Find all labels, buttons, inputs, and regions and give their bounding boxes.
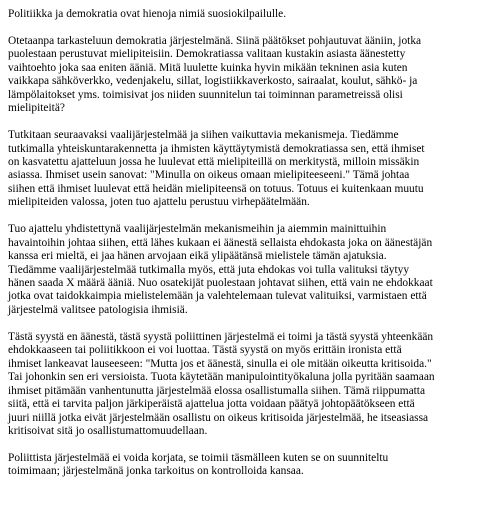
document-body [8, 8, 494, 492]
paragraph-4: Tuo ajattelu yhdistettynä vaalijärjestelmän mekanismeihin ja aiemmin mainittuihin havaintoihin johtaa siihen, että lähes kukaan ei äänestä sellaista ehdokasta joka on äänestäjän kanssa eri mieltä, ei jaa hänen arvojaan eikä ylipäätänsä mielistele tämän ajatuksia. Tiedämme vaalijärjestelmää tutkimalla myös, että juta ehdokas voi tulla valituksi täytyy hänen saada X määrä ääniä. Nuo osatekijät puolestaan johtavat siihen, että vain ne ehdokkaat jotka ovat taidokkaimpia mielistelemään ja valehtelemaan tulevat valituiksi, varmistaen että järjestelmä valitsee patologisia ihmisiä. [8, 223, 433, 316]
paragraph-5: Tästä syystä en äänestä, tästä syystä poliittinen järjestelmä ei toimi ja tästä syystä yhteenkään ehdokkaaseen tai poliitikkoon ei voi luottaa. Tästä syystä on myös erittäin ironista että ihmiset lankeavat lauseeseen: "Mutta jos et äänestä, sinulla ei ole mitään oikeutta kritisoida." Tai johonkin sen eri versioista. Tuota käytetään manipulointityökaluna jolla pyritään saamaan ihmiset pitämään vanhentunutta järjestelmää elossa osallistumalla siihen. Tämä riippumatta siitä, että ei tarvita paljon järkiperäistä ajattelua jotta voidaan päätyä johtopäätökseen että juuri niillä jotka eivät järjestelmään osallistu on oikeus kritisoida järjestelmää, he itseasiassa kritisoivat sitä jo osallistumattomuudellaan. [8, 330, 435, 437]
paragraph-6: Poliittista järjestelmää ei voida korjata, se toimii täsmälleen kuten se on suunniteltu toimimaan; järjestelmänä jonka tarkoitus on kontrolloida kansaa. [8, 451, 389, 478]
paragraph-1: Politiikka ja demokratia ovat hienoja nimiä suosiokilpailulle. [8, 8, 287, 20]
paragraph-2: Otetaanpa tarkasteluun demokratia järjestelmänä. Siinä päätökset pohjautuvat ääniin, jotka puolestaan perustuvat mielipiteisiin. Demokratiassa valitaan kustakin asiasta äänestetty vaihtoehto joka saa eniten ääniä. Mitä luulette kuinka hyvin mikään tekninen asia kuten vaikkapa sähköverkko, vedenjakelu, sillat, logistiikkaverkosto, sairaalat, koulut, sähkö- ja lämpölaitokset yms. toimisivat jos niiden suunnitelun tai toiminnan parametreissä olisi mielipiteitä? [8, 34, 422, 115]
paragraph-3: Tutkitaan seuraavaksi vaalijärjestelmää ja siihen vaikuttavia mekanismeja. Tiedämme tutkimalla yhteiskuntarakennetta ja ihmisten käyttäytymistä demokratiassa sen, että ihmiset on kasvatettu ajatteluun jossa he luulevat että mielipiteillä on merkitystä, milloin missäkin asiassa. Ihmiset usein sanovat: "Minulla on oikeus omaan mielipiteeseeni." Tämä johtaa siihen että ihmiset luulevat että heidän mielipiteensä on totuus. Totuus ei kuitenkaan muutu mielipiteiden valossa, joten tuo ajattelu perustuu virhepäätelmään. [8, 129, 425, 209]
